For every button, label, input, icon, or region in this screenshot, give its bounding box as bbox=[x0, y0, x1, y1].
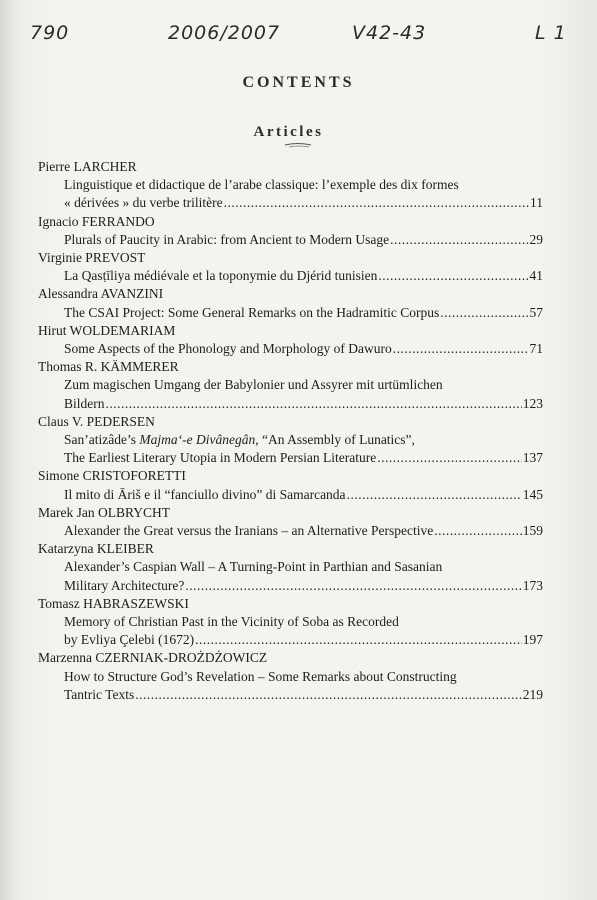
entry-page-number[interactable]: 57 bbox=[529, 304, 543, 320]
handwritten-volume: V42-43 bbox=[352, 22, 427, 44]
entry-title-line bbox=[64, 231, 543, 249]
entry-author: Tomasz HABRASZEWSKI bbox=[38, 595, 189, 611]
entry-title-line bbox=[64, 686, 543, 704]
list-item bbox=[38, 285, 543, 321]
entry-title-text: Il mito di Āriš e il “fanciullo divino” di Samarcanda bbox=[64, 486, 346, 502]
entry-title-line bbox=[64, 304, 543, 322]
entry-title-line: How to Structure God’s Revelation – Some Remarks about Constructing bbox=[64, 668, 457, 684]
entry-title-text: San’atizâde’s bbox=[64, 432, 140, 448]
list-item bbox=[38, 413, 543, 468]
entry-title-italic: Majma‘-e Divânegân bbox=[139, 432, 256, 448]
entry-title-line bbox=[64, 194, 543, 212]
entry-author: Virginie PREVOST bbox=[38, 250, 146, 266]
dot-leader bbox=[185, 577, 521, 595]
entry-title-line bbox=[64, 486, 543, 504]
list-item bbox=[38, 249, 543, 285]
entry-author: Thomas R. KÄMMERER bbox=[38, 359, 179, 375]
entry-author: Alessandra AVANZINI bbox=[38, 286, 164, 302]
list-item bbox=[38, 595, 543, 650]
entry-author: Katarzyna KLEIBER bbox=[38, 541, 154, 557]
dot-leader bbox=[393, 340, 529, 358]
entry-title-line: Alexander’s Caspian Wall – A Turning-Point in Parthian and Sasanian bbox=[64, 559, 443, 575]
entry-title-text: La Qasṭīliya médiévale et la toponymie du Djérid tunisien bbox=[64, 268, 378, 284]
entry-page-number[interactable]: 197 bbox=[522, 632, 543, 648]
entry-title-text: Alexander the Great versus the Iranians – an Alternative Perspective bbox=[64, 523, 434, 539]
entry-title-text: Tantric Texts bbox=[64, 686, 135, 702]
list-item bbox=[38, 158, 543, 213]
entry-author: Simone CRISTOFORETTI bbox=[38, 468, 186, 484]
list-item bbox=[38, 467, 543, 503]
entry-author: Marzenna CZERNIAK-DROŻDŻOWICZ bbox=[38, 650, 268, 666]
entry-page-number[interactable]: 145 bbox=[522, 486, 543, 502]
entry-title-line bbox=[64, 340, 543, 358]
list-item bbox=[38, 649, 543, 704]
entry-page-number[interactable]: 41 bbox=[529, 268, 543, 284]
dot-leader bbox=[224, 194, 529, 212]
entry-page-number[interactable]: 173 bbox=[522, 577, 543, 593]
list-item bbox=[38, 504, 543, 540]
underline-mark bbox=[283, 142, 313, 148]
dot-leader bbox=[106, 395, 522, 413]
entry-title-text: « dérivées » du verbe trilitère bbox=[64, 195, 223, 211]
entry-author: Marek Jan OLBRYCHT bbox=[38, 504, 170, 520]
dot-leader bbox=[378, 267, 528, 285]
entry-title-line: Linguistique et didactique de l’arabe classique: l’exemple des dix formes bbox=[64, 177, 459, 193]
entry-page-number[interactable]: 219 bbox=[522, 686, 543, 702]
entry-title-line: Zum magischen Umgang der Babylonier und Assyrer mit urtümlichen bbox=[64, 377, 443, 393]
dot-leader bbox=[390, 231, 528, 249]
handwritten-code: L 1 bbox=[535, 22, 567, 44]
entry-title-text: Military Architecture? bbox=[64, 577, 185, 593]
dot-leader bbox=[195, 631, 522, 649]
entry-author: Ignacio FERRANDO bbox=[38, 213, 155, 229]
dot-leader bbox=[347, 486, 522, 504]
entry-title-line bbox=[64, 449, 543, 467]
entry-page-number[interactable]: 11 bbox=[530, 195, 543, 211]
list-item bbox=[38, 540, 543, 595]
page-title: CONTENTS bbox=[242, 74, 355, 91]
entry-author: Pierre LARCHER bbox=[38, 159, 137, 174]
entry-title-line: Memory of Christian Past in the Vicinity of Soba as Recorded bbox=[64, 614, 399, 630]
dot-leader bbox=[434, 522, 522, 540]
entry-title-text: The Earliest Literary Utopia in Modern Persian Literature bbox=[64, 450, 377, 466]
entry-title-text: Bildern bbox=[64, 395, 105, 411]
entry-page-number[interactable]: 123 bbox=[522, 395, 543, 411]
entry-title-line bbox=[64, 395, 543, 413]
dot-leader bbox=[440, 304, 528, 322]
entry-title-text: Some Aspects of the Phonology and Morphology of Dawuro bbox=[64, 341, 392, 357]
entry-title-text: by Evliya Çelebi (1672) bbox=[64, 632, 195, 648]
entry-title-line bbox=[64, 522, 543, 540]
entry-page-number[interactable]: 71 bbox=[529, 341, 543, 357]
entry-page-number[interactable]: 137 bbox=[522, 450, 543, 466]
entry-author: Hirut WOLDEMARIAM bbox=[38, 322, 176, 338]
entry-title-line bbox=[64, 577, 543, 595]
section-heading: Articles bbox=[253, 124, 324, 140]
dot-leader bbox=[377, 449, 521, 467]
entry-author: Claus V. PEDERSEN bbox=[38, 413, 155, 429]
list-item bbox=[38, 322, 543, 358]
entry-title-line bbox=[64, 267, 543, 285]
entry-title-text: Plurals of Paucity in Arabic: from Ancient to Modern Usage bbox=[64, 231, 390, 247]
entry-title-text: , “An Assembly of Lunatics”, bbox=[255, 432, 415, 448]
entry-title-line bbox=[64, 631, 543, 649]
list-item bbox=[38, 213, 543, 249]
entry-title-line bbox=[64, 431, 543, 449]
contents-list bbox=[38, 158, 543, 704]
handwritten-years: 2006/2007 bbox=[168, 22, 281, 44]
handwritten-number: 790 bbox=[30, 22, 70, 44]
entry-page-number[interactable]: 29 bbox=[529, 231, 543, 247]
entry-page-number[interactable]: 159 bbox=[522, 523, 543, 539]
dot-leader bbox=[135, 686, 522, 704]
entry-title-text: The CSAI Project: Some General Remarks on the Hadramitic Corpus bbox=[64, 304, 440, 320]
list-item bbox=[38, 358, 543, 413]
